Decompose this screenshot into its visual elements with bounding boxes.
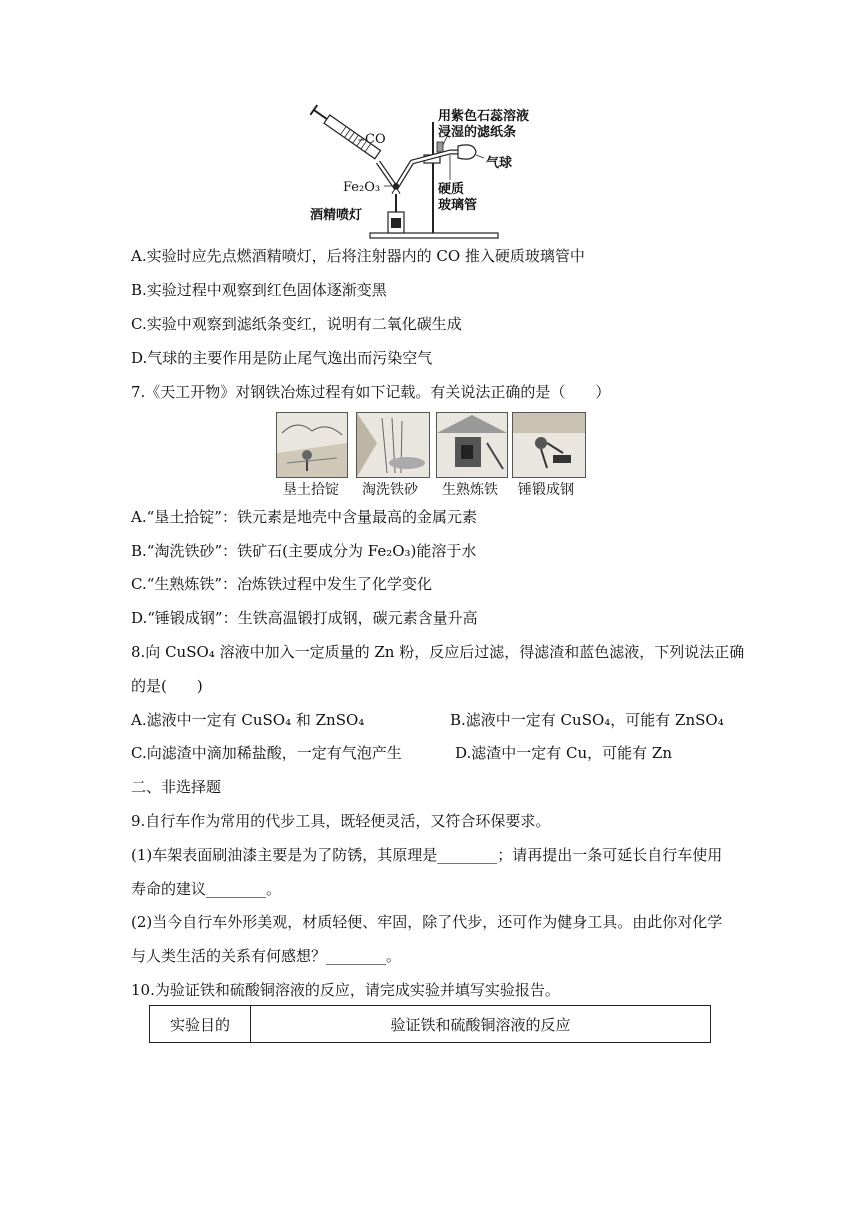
q7-stem: 7.《天工开物》对钢铁冶炼过程有如下记载。有关说法正确的是（ ） (131, 383, 611, 401)
q8-option-a: A.滤液中一定有 CuSO₄ 和 ZnSO₄ (131, 711, 365, 729)
q6-option-d: D.气球的主要作用是防止尾气逸出而污染空气 (131, 349, 433, 367)
tube-label-2: 玻璃管 (438, 198, 478, 213)
table-row (150, 1006, 711, 1043)
q7-caption-3: 生熟炼铁 (442, 482, 498, 498)
q7-image-3 (436, 412, 508, 478)
q9-part1-line2: 寿命的建议________。 (131, 880, 282, 898)
tube-label-1: 硬质 (438, 182, 465, 197)
q8-stem-line1: 8.向 CuSO₄ 溶液中加入一定质量的 Zn 粉，反应后过滤，得滤渣和蓝色滤液，下列说法正确 (131, 643, 745, 661)
paper-label-2: 浸湿的滤纸条 (438, 125, 517, 140)
q8-stem-line2: 的是( ) (131, 677, 203, 695)
balloon-label: 气球 (486, 156, 513, 171)
q7-option-d: D.“锤锻成钢”：生铁高温锻打成钢，碳元素含量升高 (131, 609, 478, 627)
q7-option-c: C.“生熟炼铁”：冶炼铁过程中发生了化学变化 (131, 575, 433, 593)
farming-illustration (277, 413, 347, 477)
q6-option-a: A.实验时应先点燃酒精喷灯，后将注射器内的 CO 推入硬质玻璃管中 (131, 247, 585, 265)
q7-caption-2: 淘洗铁砂 (362, 482, 418, 498)
smelting-illustration (437, 413, 507, 477)
apparatus-figure (300, 100, 590, 242)
q8-option-b: B.滤液中一定有 CuSO₄，可能有 ZnSO₄ (450, 711, 724, 729)
section-heading: 二、非选择题 (131, 778, 222, 796)
forging-illustration (513, 413, 585, 477)
q9-stem: 9.自行车作为常用的代步工具，既轻便灵活，又符合环保要求。 (131, 812, 551, 830)
q8-option-d: D.滤渣中一定有 Cu，可能有 Zn (455, 744, 673, 762)
q7-caption-4: 锤锻成钢 (518, 482, 574, 498)
q9-part2-line1: (2)当今自行车外形美观，材质轻便、牢固，除了代步，还可作为健身工具。由此你对化学 (131, 913, 723, 931)
q10-stem: 10.为验证铁和硫酸铜溶液的反应，请完成实验并填写实验报告。 (131, 981, 560, 999)
q7-caption-1: 垦土拾锭 (283, 482, 339, 498)
q6-option-b: B.实验过程中观察到红色固体逐渐变黑 (131, 281, 387, 299)
q9-part2-line2: 与人类生活的关系有何感想？________。 (131, 947, 402, 965)
q7-image-1 (276, 412, 348, 478)
lamp-label: 酒精喷灯 (310, 208, 363, 223)
q7-image-4 (512, 412, 586, 478)
fe2o3-label: Fe₂O₃ (343, 180, 381, 195)
q6-option-c: C.实验中观察到滤纸条变红，说明有二氧化碳生成 (131, 315, 462, 333)
washing-illustration (357, 413, 429, 477)
table-value-cell: 验证铁和硫酸铜溶液的反应 (251, 1006, 711, 1043)
experiment-report-table (149, 1005, 711, 1043)
q8-option-c: C.向滤渣中滴加稀盐酸，一定有气泡产生 (131, 744, 402, 762)
q9-part1-line1: (1)车架表面刷油漆主要是为了防锈，其原理是________；请再提出一条可延长自行车使用 (131, 846, 723, 864)
q7-image-2 (356, 412, 430, 478)
table-header-cell: 实验目的 (150, 1006, 251, 1043)
q7-option-a: A.“垦土拾锭”：铁元素是地壳中含量最高的金属元素 (131, 508, 477, 526)
paper-label-1: 用紫色石蕊溶液 (438, 109, 530, 124)
q7-option-b: B.“淘洗铁砂”：铁矿石(主要成分为 Fe₂O₃)能溶于水 (131, 542, 477, 560)
co-label: CO (365, 132, 386, 147)
